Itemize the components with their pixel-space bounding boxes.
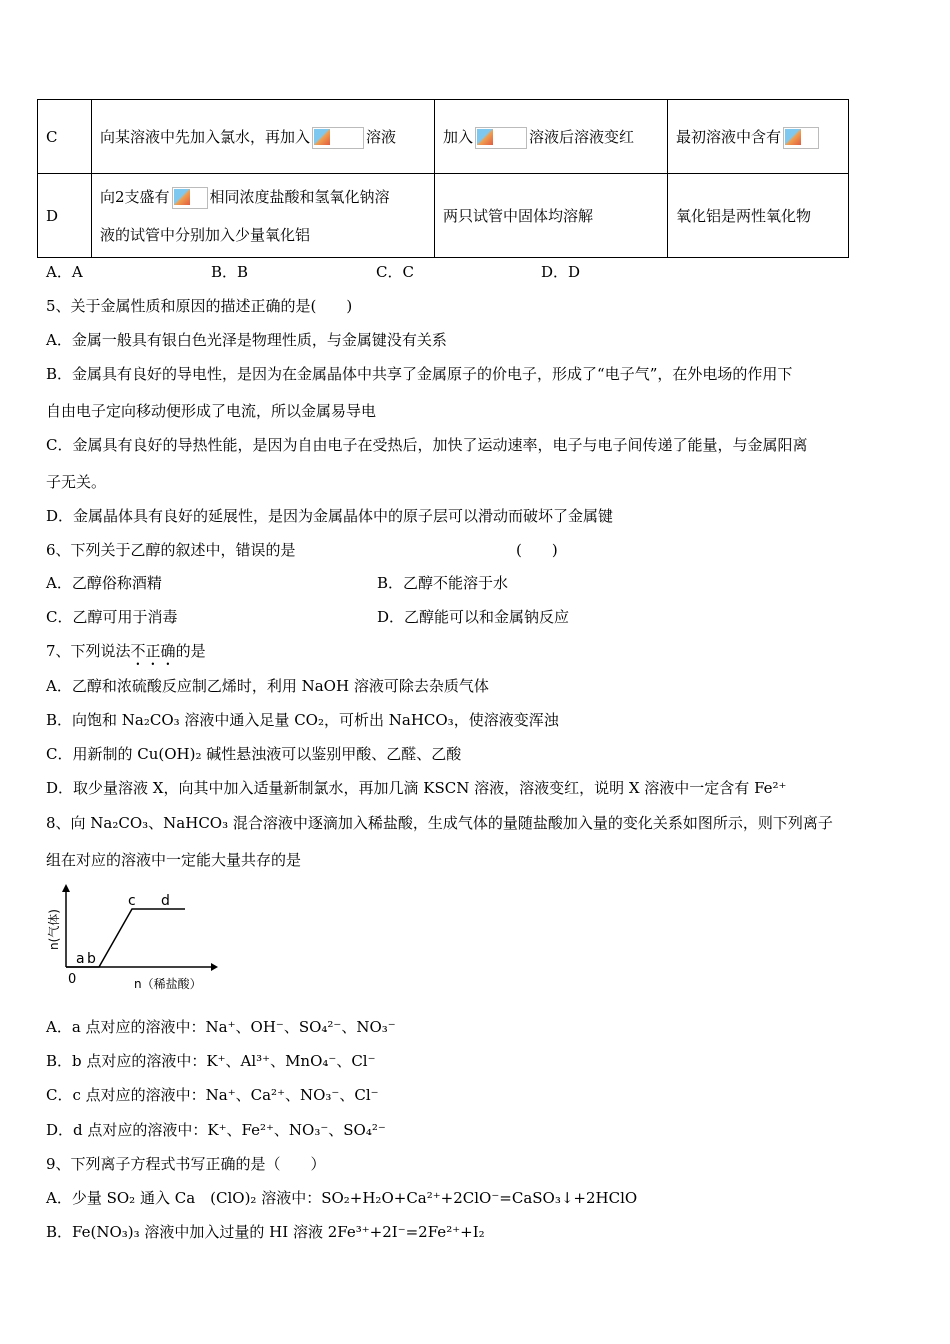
cell-text: 溶液后溶液变红 — [529, 127, 635, 146]
table-row-d — [38, 174, 849, 258]
q6-paren: ( ) — [516, 541, 558, 559]
point-label-b: b — [87, 951, 96, 967]
q5-stem: 5、关于金属性质和原因的描述正确的是( ) — [46, 297, 353, 315]
q7-stem-b: 的是 — [175, 642, 206, 660]
q7-option-c: C．用新制的 Cu(OH)₂ 碱性悬浊液可以鉴别甲酸、乙醛、乙酸 — [46, 745, 462, 763]
cell-text: 加入 — [443, 127, 474, 146]
q5-option-a: A．金属一般具有银白色光泽是物理性质，与金属键没有关系 — [46, 331, 447, 349]
point-label-d: d — [161, 893, 170, 909]
q9-stem: 9、下列离子方程式书写正确的是（ ） — [46, 1155, 326, 1173]
option-c: C．C — [376, 263, 414, 281]
table-cell: 两只试管中固体均溶解 — [435, 174, 668, 258]
q6-option-a: A．乙醇俗称酒精 — [46, 574, 162, 592]
point-label-a: a — [76, 951, 85, 967]
q8-option-b: B．b 点对应的溶液中：K⁺、Al³⁺、MnO₄⁻、Cl⁻ — [46, 1052, 376, 1070]
q7-option-b: B．向饱和 Na₂CO₃ 溶液中通入足量 CO₂，可析出 NaHCO₃，使溶液变浑浊 — [46, 711, 559, 729]
table-cell — [92, 100, 435, 174]
q7-stem-emphasis: 不正确 — [130, 642, 176, 660]
q7-stem — [46, 640, 206, 669]
cell-text: 相同浓度盐酸和氢氧化钠溶 — [209, 187, 390, 206]
q7-option-a: A．乙醇和浓硫酸反应制乙烯时，利用 NaOH 溶液可除去杂质气体 — [46, 677, 489, 695]
cell-text: 向某溶液中先加入氯水，再加入 — [100, 127, 311, 146]
q8-stem: 8、向 Na₂CO₃、NaHCO₃ 混合溶液中逐滴加入稀盐酸，生成气体的量随盐酸加入量的变化关系如图所示，则下列离子 — [46, 814, 833, 832]
q6-option-c: C．乙醇可用于消毒 — [46, 608, 178, 626]
broken-image-icon — [475, 127, 527, 149]
table-cell — [92, 174, 435, 258]
q5-option-b-cont: 自由电子定向移动便形成了电流，所以金属易导电 — [46, 402, 377, 420]
y-axis-arrow-icon — [62, 884, 70, 892]
q6-option-b: B．乙醇不能溶于水 — [377, 574, 509, 592]
table-row-c — [38, 100, 849, 174]
q8-option-d: D．d 点对应的溶液中：K⁺、Fe²⁺、NO₃⁻、SO₄²⁻ — [46, 1121, 386, 1139]
q6-stem-text: 6、下列关于乙醇的叙述中，错误的是 — [46, 541, 296, 559]
table-cell — [668, 100, 849, 174]
answer-table — [37, 99, 849, 258]
q5-option-d: D．金属晶体具有良好的延展性，是因为金属晶体中的原子层可以滑动而破坏了金属键 — [46, 507, 614, 525]
gas-volume-chart — [46, 880, 221, 995]
cell-text: 最初溶液中含有 — [676, 127, 782, 146]
option-d: D．D — [541, 263, 581, 281]
q7-stem-a: 7、下列说法 — [46, 642, 131, 660]
q6-option-d: D．乙醇能可以和金属钠反应 — [377, 608, 570, 626]
q6-stem — [46, 539, 558, 560]
q9-option-a: A．少量 SO₂ 通入 Ca (ClO)₂ 溶液中：SO₂+H₂O+Ca²⁺+2ClO⁻=CaSO₃↓+2HClO — [46, 1189, 638, 1207]
broken-image-icon — [172, 187, 208, 209]
cell-text: 向2支盛有 — [100, 187, 170, 206]
point-label-c: c — [128, 893, 136, 909]
broken-image-icon — [783, 127, 819, 149]
q5-option-c-cont: 子无关。 — [46, 473, 107, 491]
q8-stem-cont: 组在对应的溶液中一定能大量共存的是 — [46, 851, 302, 869]
q5-option-b: B．金属具有良好的导电性，是因为在金属晶体中共享了金属原子的价电子，形成了“电子气”，在外电场的作用下 — [46, 365, 793, 383]
q8-option-a: A．a 点对应的溶液中：Na⁺、OH⁻、SO₄²⁻、NO₃⁻ — [46, 1018, 396, 1036]
x-axis-label: n（稀盐酸） — [134, 977, 202, 991]
x-axis-arrow-icon — [211, 963, 218, 971]
cell-text: 液的试管中分别加入少量氧化铝 — [100, 225, 311, 244]
option-b: B．B — [211, 263, 249, 281]
option-a: A．A — [46, 263, 83, 281]
q5-option-c: C．金属具有良好的导热性能，是因为自由电子在受热后，加快了运动速率，电子与电子间传递了能量，与金属阳离 — [46, 436, 808, 454]
q8-option-c: C．c 点对应的溶液中：Na⁺、Ca²⁺、NO₃⁻、Cl⁻ — [46, 1086, 379, 1104]
row-label: D — [38, 174, 92, 258]
cell-text: 溶液 — [366, 127, 397, 146]
table-cell — [435, 100, 668, 174]
y-axis-label: n(气体) — [47, 909, 61, 950]
row-label: C — [38, 100, 92, 174]
broken-image-icon — [312, 127, 364, 149]
q4-options — [46, 261, 706, 282]
table-cell: 氧化铝是两性氧化物 — [668, 174, 849, 258]
origin-label: 0 — [68, 972, 77, 987]
q7-option-d: D．取少量溶液 X，向其中加入适量新制氯水，再加几滴 KSCN 溶液，溶液变红，说明 X 溶液中一定含有 Fe²⁺ — [46, 779, 787, 797]
q9-option-b: B．Fe(NO₃)₃ 溶液中加入过量的 HI 溶液 2Fe³⁺+2I⁻=2Fe²⁺+I₂ — [46, 1223, 485, 1241]
